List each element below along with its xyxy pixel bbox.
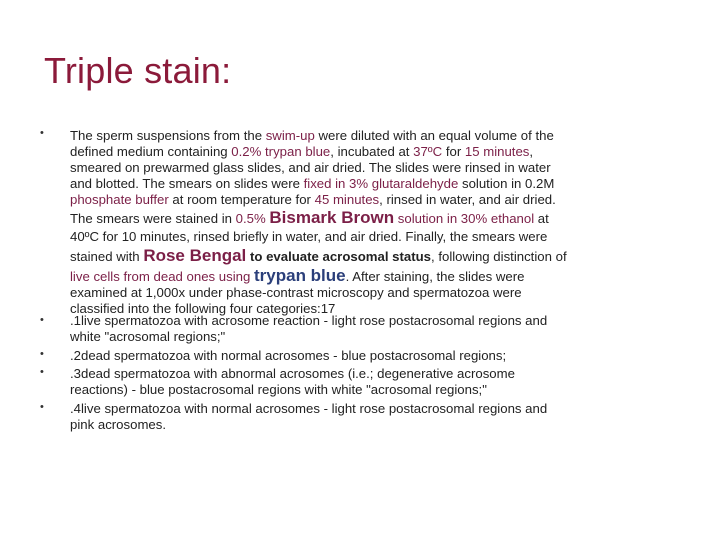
highlight-swim-up: swim-up bbox=[265, 128, 315, 143]
text-run: were diluted with an equal volume of the bbox=[314, 128, 554, 143]
text-line: 40ºC for 10 minutes, rinsed briefly in water, and air dried. Finally, the smears were bbox=[70, 229, 548, 244]
highlight-live-dead: live cells from dead ones using bbox=[70, 269, 254, 284]
highlight-fixative: fixed in 3% glutaraldehyde bbox=[303, 176, 459, 191]
text-line bbox=[70, 268, 690, 285]
text-line bbox=[70, 192, 690, 208]
text-line bbox=[70, 176, 690, 192]
bullet-marker: • bbox=[40, 401, 44, 413]
text-run: for bbox=[442, 144, 465, 159]
text-line: .1live spermatozoa with acrosome reaction - light rose postacrosomal regions and bbox=[70, 313, 548, 328]
text-line bbox=[70, 210, 690, 227]
bullet-marker: • bbox=[40, 348, 44, 360]
text-run: The sperm suspensions from the bbox=[70, 128, 266, 143]
text-line: .2dead spermatozoa with normal acrosomes - blue postacrosomal regions; bbox=[70, 348, 507, 363]
text-run: at bbox=[534, 211, 549, 226]
text-line bbox=[70, 128, 690, 144]
highlight-duration: 45 minutes bbox=[314, 192, 380, 207]
emphasis-acrosomal-status: to evaluate acrosomal status bbox=[246, 249, 431, 264]
highlight-temperature: 37ºC bbox=[413, 144, 443, 159]
text-line bbox=[70, 144, 690, 160]
highlight-buffer: phosphate buffer bbox=[70, 192, 169, 207]
highlight-rose-bengal: Rose Bengal bbox=[143, 246, 247, 265]
bullet-marker: • bbox=[40, 314, 44, 326]
highlight-ethanol: solution in 30% ethanol bbox=[397, 211, 535, 226]
text-line: white "acrosomal regions;" bbox=[70, 329, 226, 344]
paragraph-category-2 bbox=[70, 348, 690, 364]
text-run: The smears were stained in bbox=[70, 211, 236, 226]
text-line bbox=[70, 248, 690, 265]
text-run: , rinsed in water, and air dried. bbox=[379, 192, 556, 207]
text-run: solution in 0.2M bbox=[458, 176, 555, 191]
text-run: at room temperature for bbox=[168, 192, 315, 207]
text-run: , bbox=[529, 144, 534, 159]
highlight-bismark-brown: Bismark Brown bbox=[269, 208, 395, 227]
text-run: and blotted. The smears on slides were bbox=[70, 176, 304, 191]
text-line: classified into the following four categories:17 bbox=[70, 301, 336, 316]
paragraph-method bbox=[70, 128, 690, 317]
text-run: , following distinction of bbox=[431, 249, 567, 264]
text-run: . After staining, the slides were bbox=[345, 269, 525, 284]
text-line: pink acrosomes. bbox=[70, 417, 167, 432]
text-line: .3dead spermatozoa with abnormal acrosomes (i.e.; degenerative acrosome bbox=[70, 366, 515, 381]
text-run: stained with bbox=[70, 249, 144, 264]
paragraph-category-1 bbox=[70, 313, 690, 345]
text-line: reactions) - blue postacrosomal regions with white "acrosomal regions;" bbox=[70, 382, 487, 397]
highlight-duration: 15 minutes bbox=[464, 144, 530, 159]
paragraph-category-4 bbox=[70, 401, 690, 433]
bullet-marker: • bbox=[40, 366, 44, 378]
highlight-concentration: 0.5% bbox=[235, 211, 266, 226]
bullet-marker: • bbox=[40, 127, 44, 139]
text-run: , incubated at bbox=[330, 144, 414, 159]
paragraph-category-3 bbox=[70, 366, 690, 398]
highlight-trypan-blue: 0.2% trypan blue bbox=[231, 144, 331, 159]
text-line: smeared on prewarmed glass slides, and air dried. The slides were rinsed in water bbox=[70, 160, 551, 175]
text-line: .4live spermatozoa with normal acrosomes - light rose postacrosomal regions and bbox=[70, 401, 548, 416]
text-line: examined at 1,000x under phase-contrast microscopy and spermatozoa were bbox=[70, 285, 522, 300]
text-run: defined medium containing bbox=[70, 144, 232, 159]
slide-title: Triple stain: bbox=[44, 50, 232, 91]
highlight-trypan-blue-large: trypan blue bbox=[254, 266, 346, 285]
